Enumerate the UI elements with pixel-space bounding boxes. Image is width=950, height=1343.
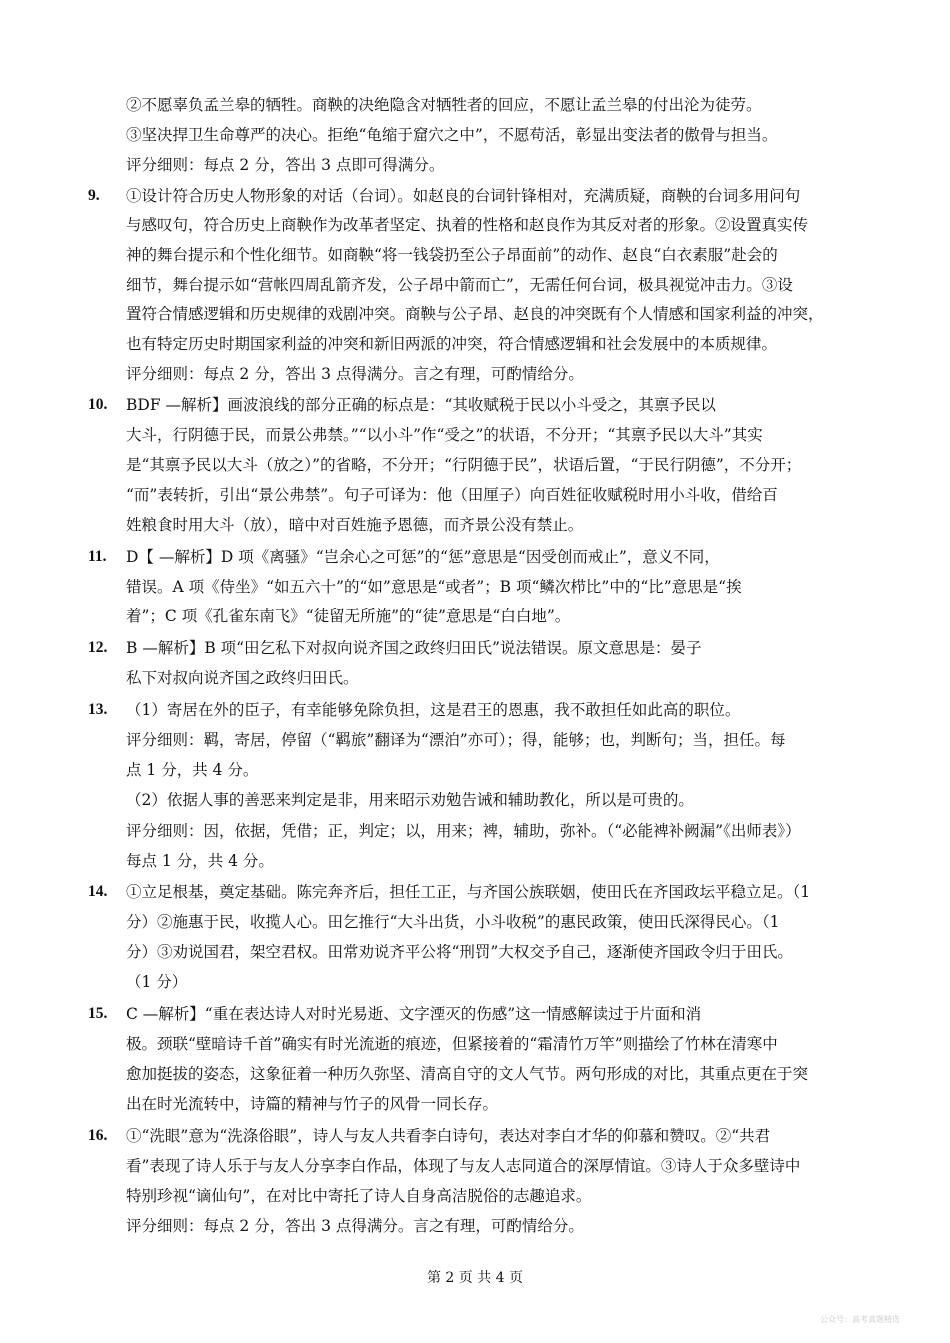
text-line: D【 —解析】D 项《离骚》“岂余心之可惩”的“惩”意思是“因受创而戒止”，意义不同，	[126, 548, 720, 566]
text-line: B —解析】B 项“田乞私下对叔向说齐国之政终归田氏”说法错误。原文意思是：晏子	[126, 639, 702, 657]
text-line: 错误。A 项《侍坐》“如五六十”的“如”意思是“或者”；B 项“鳞次栉比”中的“比”意思是“挨	[126, 578, 742, 596]
text-line: 看”表现了诗人乐于与友人分享李白作品，体现了与友人志同道合的深厚情谊。③诗人于众多壁诗中	[126, 1157, 801, 1175]
text-line: 分）②施惠于民，收揽人心。田乞推行“大斗出货，小斗收税”的惠民政策，使田氏深得民心。（1	[126, 913, 780, 931]
question-number: 16.	[88, 1127, 108, 1144]
text-line: 私下对叔向说齐国之政终归田氏。	[126, 669, 359, 687]
text-line: ②不愿辜负孟兰皋的牺牲。商鞅的决绝隐含对牺牲者的回应，不愿让孟兰皋的付出沦为徒劳。	[126, 96, 762, 114]
text-line: C —解析】“重在表达诗人对时光易逝、文字湮灭的伤感”这一情感解读过于片面和消	[126, 1005, 702, 1023]
text-line: BDF —解析】画波浪线的部分正确的标点是：“其收赋税于民以小斗受之，其禀予民以	[126, 396, 716, 414]
watermark: 公众号：高考真题精选	[820, 1315, 900, 1324]
text-line: 细节，舞台提示如“营帐四周乱箭齐发，公子昂中箭而亡”，无需任何台词，极具视觉冲击力。③设	[126, 276, 793, 294]
text-line: 是“其禀予民以大斗（放之）”的省略，不分开；“行阴德于民”，状语后置，“于民行阴德”，不分开；	[126, 456, 802, 474]
text-line: 评分细则：羁，寄居，停留（“羁旅”翻译为“漂泊”亦可）；得，能够；也，判断句；当，担任。每	[126, 731, 786, 749]
text-line: ①设计符合历史人物形象的对话（台词）。如赵良的台词针锋相对，充满质疑，商鞅的台词多用问句	[126, 187, 801, 205]
question-number: 13.	[88, 701, 108, 718]
text-line: 着”；C 项《孔雀东南飞》“徒留无所施”的“徒”意思是“白白地”。	[126, 607, 571, 625]
text-line: （1 分）	[126, 973, 188, 991]
text-line: 特别珍视“谪仙句”，在对比中寄托了诗人自身高洁脱俗的志趣追求。	[126, 1187, 592, 1205]
text-line: 点 1 分，共 4 分。	[126, 761, 259, 779]
text-line: ①“洗眼”意为“洗涤俗眼”，诗人与友人共看李白诗句，表达对李白才华的仰慕和赞叹。②“共君	[126, 1127, 771, 1145]
text-line: 神的舞台提示和个性化细节。如商鞅“将一钱袋扔至公子昂面前”的动作、赵良“白衣素服”赴会的	[126, 246, 778, 264]
text-line: “而”表转折，引出“景公弗禁”。句子可译为：他（田厘子）向百姓征收赋税时用小斗收，借给百	[126, 486, 778, 504]
text-line: 分）③劝说国君，架空君权。田常劝说齐平公将“刑罚”大权交予自己，逐渐使齐国政令归于田氏。	[126, 943, 793, 961]
text-line: 与感叹句，符合历史上商鞅作为改革者坚定、执着的性格和赵良作为其反对者的形象。②设置真实传	[126, 216, 809, 234]
question-number: 12.	[88, 639, 108, 656]
question-number: 15.	[88, 1005, 108, 1022]
question-number: 9.	[88, 187, 100, 204]
text-line: 评分细则：因，依据，凭借；正，判定；以，用来；裨，辅助，弥补。（“必能裨补阙漏”《出师表》）	[126, 822, 801, 840]
text-line: 置符合情感逻辑和历史规律的戏剧冲突。商鞅与公子昂、赵良的冲突既有个人情感和国家利益的冲突，	[126, 305, 824, 323]
text-line: （1）寄居在外的臣子，有幸能够免除负担，这是君王的恩惠，我不敢担任如此高的职位。	[126, 701, 741, 719]
text-line: 评分细则：每点 2 分，答出 3 点即可得满分。	[126, 156, 445, 174]
question-number: 11.	[88, 548, 107, 565]
text-line: 极。颈联“壁暗诗千首”确实有时光流逝的痕迹，但紧接着的“霜清竹万竿”则描绘了竹林在清寒中	[126, 1035, 778, 1053]
text-line: ③坚决捍卫生命尊严的决心。拒绝“龟缩于窟穴之中”，不愿苟活，彰显出变法者的傲骨与担当。	[126, 126, 778, 144]
text-line: 姓粮食时用大斗（放），暗中对百姓施予恩德，而齐景公没有禁止。	[126, 516, 584, 534]
text-line: 每点 1 分，共 4 分。	[126, 852, 274, 870]
text-line: ①立足根基，奠定基础。陈完奔齐后，担任工正，与齐国公族联姻，使田氏在齐国政坛平稳立足。（1	[126, 883, 811, 901]
text-line: 评分细则：每点 2 分，答出 3 点得满分。言之有理，可酌情给分。	[126, 1217, 584, 1235]
text-line: 大斗，行阴德于民，而景公弗禁。”“以小斗”作“受之”的状语，不分开；“其禀予民以大斗”其实	[126, 426, 763, 444]
text-line: 评分细则：每点 2 分，答出 3 点得满分。言之有理，可酌情给分。	[126, 365, 584, 383]
text-line: （2）依据人事的善恶来判定是非，用来昭示劝勉告诫和辅助教化，所以是可贵的。	[126, 791, 694, 809]
question-number: 14.	[88, 883, 108, 900]
page-footer: 第 2 页 共 4 页	[426, 1270, 524, 1286]
text-line: 出在时光流转中，诗篇的精神与竹子的风骨一同长存。	[126, 1095, 499, 1113]
text-line: 也有特定历史时期国家利益的冲突和新旧两派的冲突，符合情感逻辑和社会发展中的本质规律。	[126, 335, 778, 353]
text-line: 愈加挺拔的姿态，这象征着一种历久弥坚、清高自守的文人气节。两句形成的对比，其重点更在于突	[126, 1065, 809, 1083]
question-number: 10.	[88, 396, 108, 413]
